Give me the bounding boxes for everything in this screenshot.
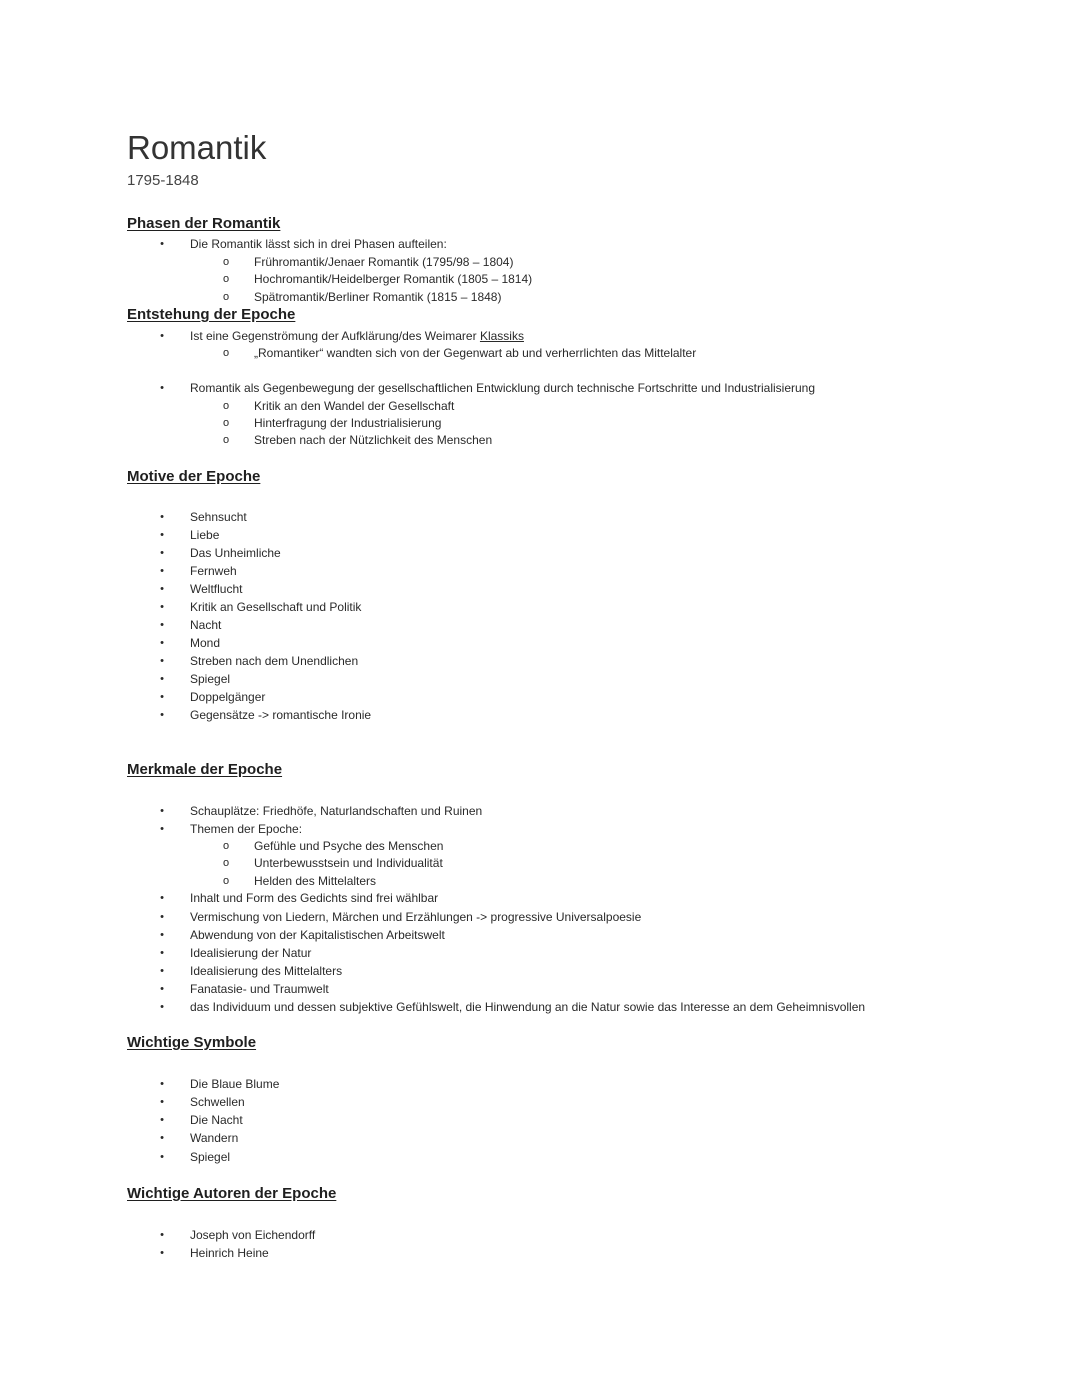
sub-list-item: o Gefühle und Psyche des Menschen xyxy=(222,839,444,853)
bullet-icon: • xyxy=(160,547,164,559)
document-date-range: 1795-1848 xyxy=(127,172,199,189)
circle-bullet-icon: o xyxy=(222,857,230,869)
bullet-icon: • xyxy=(160,511,164,523)
list-item: • Heinrich Heine xyxy=(0,1244,1080,1262)
list-item: • Spiegel xyxy=(0,670,1080,688)
bullet-icon: • xyxy=(160,673,164,685)
section-heading-entstehung: Entstehung der Epoche xyxy=(127,306,296,323)
list-item: • Inhalt und Form des Gedichts sind frei wählbar xyxy=(0,889,1080,907)
list-item: • Ist eine Gegenströmung der Aufklärung/des Weimarer Klassiks xyxy=(0,327,1080,345)
sub-list-item: o Frühromantik/Jenaer Romantik (1795/98 – 1804) xyxy=(222,255,514,269)
list-item: • Nacht xyxy=(0,616,1080,634)
bullet-icon: • xyxy=(160,911,164,923)
sub-list-item: o Streben nach der Nützlichkeit des Menschen xyxy=(222,433,493,447)
sub-list-item: o Hochromantik/Heidelberger Romantik (1805 – 1814) xyxy=(222,272,533,286)
bullet-icon: • xyxy=(160,619,164,631)
sub-list-item: o „Romantiker“ wandten sich von der Gegenwart ab und verherrlichten das Mittelalter xyxy=(222,346,697,360)
section-heading-symbole: Wichtige Symbole xyxy=(127,1034,257,1051)
bullet-icon: • xyxy=(160,805,164,817)
bullet-icon: • xyxy=(160,601,164,613)
list-item: • Idealisierung des Mittelalters xyxy=(0,962,1080,980)
bullet-icon: • xyxy=(160,1096,164,1108)
sub-list-item: o Helden des Mittelalters xyxy=(222,874,377,888)
list-item: • Streben nach dem Unendlichen xyxy=(0,652,1080,670)
circle-bullet-icon: o xyxy=(222,273,230,285)
list-item: • Abwendung von der Kapitalistischen Arbeitswelt xyxy=(0,926,1080,944)
list-item: • Kritik an Gesellschaft und Politik xyxy=(0,598,1080,616)
circle-bullet-icon: o xyxy=(222,347,230,359)
bullet-icon: • xyxy=(160,947,164,959)
list-item: • Die Blaue Blume xyxy=(0,1075,1080,1093)
list-item: • Vermischung von Liedern, Märchen und Erzählungen -> progressive Universalpoesie xyxy=(0,908,1080,926)
bullet-icon: • xyxy=(160,709,164,721)
bullet-icon: • xyxy=(160,565,164,577)
bullet-icon: • xyxy=(160,983,164,995)
bullet-icon: • xyxy=(160,1151,164,1163)
bullet-icon: • xyxy=(160,382,164,394)
bullet-icon: • xyxy=(160,929,164,941)
circle-bullet-icon: o xyxy=(222,434,230,446)
bullet-icon: • xyxy=(160,1078,164,1090)
list-item: • Schwellen xyxy=(0,1093,1080,1111)
list-item: • das Individuum und dessen subjektive Gefühlswelt, die Hinwendung an die Natur sowie das Interesse an dem Geheimnisvollen xyxy=(0,998,1080,1016)
list-item: • Die Nacht xyxy=(0,1111,1080,1129)
list-item: • Joseph von Eichendorff xyxy=(0,1226,1080,1244)
sub-list-item: o Spätromantik/Berliner Romantik (1815 – 1848) xyxy=(222,290,502,304)
sub-list-item: o Kritik an den Wandel der Gesellschaft xyxy=(222,399,455,413)
circle-bullet-icon: o xyxy=(222,417,230,429)
list-item: • Idealisierung der Natur xyxy=(0,944,1080,962)
bullet-icon: • xyxy=(160,1132,164,1144)
section-heading-autoren: Wichtige Autoren der Epoche xyxy=(127,1185,337,1202)
list-item: • Liebe xyxy=(0,526,1080,544)
bullet-icon: • xyxy=(160,238,164,250)
list-item: • Schauplätze: Friedhöfe, Naturlandschaften und Ruinen xyxy=(0,802,1080,820)
section-heading-motive: Motive der Epoche xyxy=(127,468,261,485)
list-item: • Themen der Epoche: xyxy=(0,820,1080,838)
klassiks-link[interactable]: Klassiks xyxy=(479,329,524,343)
list-item: • Romantik als Gegenbewegung der gesellschaftlichen Entwicklung durch technische Fortschritte und Industrialisierung xyxy=(0,379,1080,397)
bullet-icon: • xyxy=(160,965,164,977)
bullet-icon: • xyxy=(160,1229,164,1241)
bullet-icon: • xyxy=(160,1001,164,1013)
circle-bullet-icon: o xyxy=(222,875,230,887)
bullet-icon: • xyxy=(160,1247,164,1259)
circle-bullet-icon: o xyxy=(222,840,230,852)
bullet-icon: • xyxy=(160,655,164,667)
list-item: • Doppelgänger xyxy=(0,688,1080,706)
bullet-icon: • xyxy=(160,1114,164,1126)
bullet-icon: • xyxy=(160,637,164,649)
circle-bullet-icon: o xyxy=(222,400,230,412)
list-item: • Die Romantik lässt sich in drei Phasen aufteilen: xyxy=(0,235,1080,253)
list-item: • Fernweh xyxy=(0,562,1080,580)
section-heading-merkmale: Merkmale der Epoche xyxy=(127,761,283,778)
bullet-icon: • xyxy=(160,583,164,595)
list-item: • Spiegel xyxy=(0,1148,1080,1166)
list-item: • Fanatasie- und Traumwelt xyxy=(0,980,1080,998)
bullet-icon: • xyxy=(160,892,164,904)
list-item: • Mond xyxy=(0,634,1080,652)
list-item: • Weltflucht xyxy=(0,580,1080,598)
sub-list-item: o Unterbewusstsein und Individualität xyxy=(222,856,443,870)
list-item: • Das Unheimliche xyxy=(0,544,1080,562)
document-title: Romantik xyxy=(127,129,267,166)
list-item: • Wandern xyxy=(0,1129,1080,1147)
sub-list-item: o Hinterfragung der Industrialisierung xyxy=(222,416,442,430)
section-heading-phasen: Phasen der Romantik xyxy=(127,215,281,232)
bullet-icon: • xyxy=(160,823,164,835)
bullet-icon: • xyxy=(160,529,164,541)
circle-bullet-icon: o xyxy=(222,291,230,303)
circle-bullet-icon: o xyxy=(222,256,230,268)
list-item: • Sehnsucht xyxy=(0,508,1080,526)
list-item: • Gegensätze -> romantische Ironie xyxy=(0,706,1080,724)
bullet-icon: • xyxy=(160,691,164,703)
bullet-icon: • xyxy=(160,330,164,342)
